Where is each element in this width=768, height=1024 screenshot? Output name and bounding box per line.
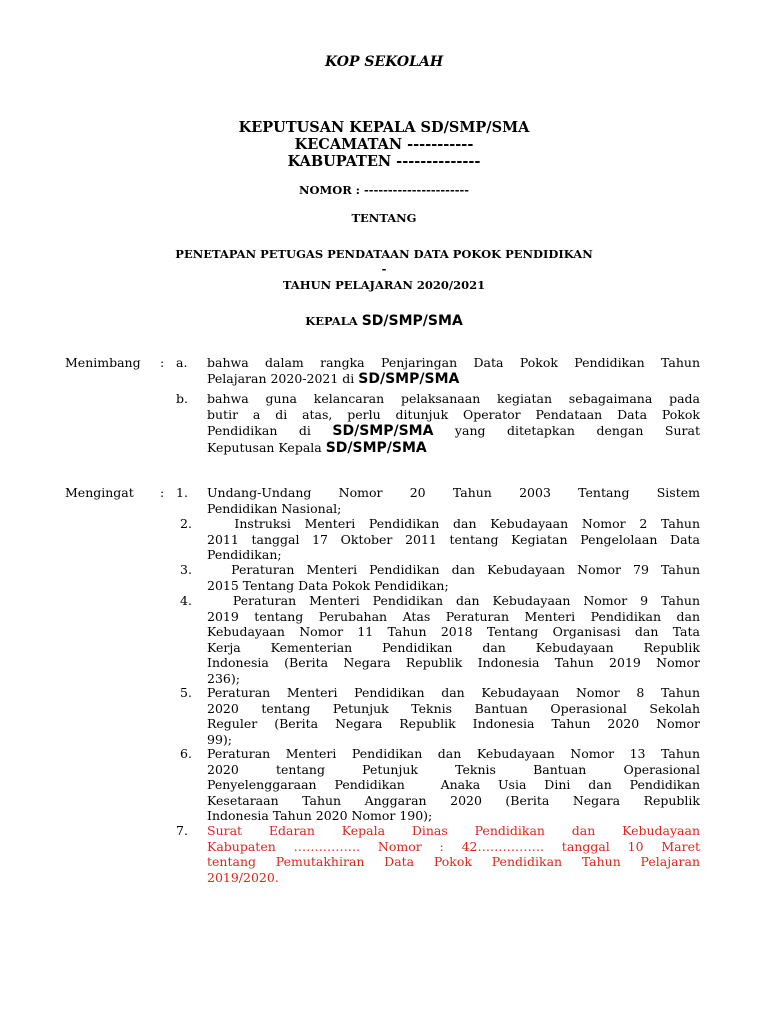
text-line: Kesetaraan Tahun Anggaran 2020 (Berita Negara Republik <box>207 792 700 808</box>
text-line: 2020 tentang Petunjuk Teknis Bantuan Operasional <box>207 761 700 777</box>
item-text <box>207 391 700 457</box>
item-text <box>207 593 700 687</box>
text-line: Penyelenggaraan Pendidikan Anaka Usia Dini dan Pendidikan <box>207 777 700 793</box>
text-line: bahwa guna kelancaran pelaksanaan kegiatan sebagaimana pada <box>207 391 700 406</box>
text-line: 2015 Tentang Data Pokok Pendidikan; <box>207 577 449 593</box>
subject-separator: - <box>381 262 387 276</box>
item-marker: 3. <box>180 562 192 577</box>
text-line: Kerja Kementerian Pendidikan dan Kebudayaan Republik <box>207 639 700 655</box>
text-line: 2019 tentang Perubahan Atas Peraturan Menteri Pendidikan dan <box>207 608 700 624</box>
text-line: 2020 tentang Petunjuk Teknis Bantuan Operasional Sekolah <box>207 700 700 716</box>
text-line <box>207 422 700 440</box>
school-name: SD/SMP/SMA <box>325 440 427 457</box>
kepala-prefix: KEPALA <box>305 314 362 328</box>
text-line: tentang Pemutakhiran Data Pokok Pendidikan Tahun Pelajaran <box>207 854 700 870</box>
text-line: Peraturan Menteri Pendidikan dan Kebudayaan Nomor 79 Tahun <box>207 562 700 577</box>
text-line: bahwa dalam rangka Penjaringan Data Pokok Pendidikan Tahun <box>207 355 700 370</box>
text-line: Surat Edaran Kepala Dinas Pendidikan dan Kebudayaan <box>207 823 700 838</box>
item-marker: 1. <box>176 485 188 500</box>
text-line: Peraturan Menteri Pendidikan dan Kebudayaan Nomor 13 Tahun <box>207 746 700 761</box>
item-text <box>207 516 700 563</box>
decree-title-line-3: KABUPATEN -------------- <box>287 153 481 170</box>
text-fragment: Pendidikan di <box>207 423 333 439</box>
text-line: Undang-Undang Nomor 20 Tahun 2003 Tentang Sistem <box>207 485 700 500</box>
text-line: butir a di atas, perlu ditunjuk Operator Pendataan Data Pokok <box>207 406 700 422</box>
academic-year: TAHUN PELAJARAN 2020/2021 <box>282 278 486 292</box>
text-line: 236); <box>207 670 240 686</box>
text-line: Reguler (Berita Negara Republik Indonesia Tahun 2020 Nomor <box>207 716 700 732</box>
item-text <box>207 685 700 747</box>
tentang-heading: TENTANG <box>351 211 417 225</box>
text-line: Peraturan Menteri Pendidikan dan Kebudayaan Nomor 8 Tahun <box>207 685 700 700</box>
text-line: Peraturan Menteri Pendidikan dan Kebudayaan Nomor 9 Tahun <box>207 593 700 608</box>
text-line: Pendidikan Nasional; <box>207 500 342 516</box>
text-fragment: Keputusan Kepala <box>207 440 326 456</box>
text-line: 2019/2020. <box>207 869 279 885</box>
text-line: Instruksi Menteri Pendidikan dan Kebudayaan Nomor 2 Tahun <box>207 516 700 531</box>
item-marker: a. <box>176 355 188 370</box>
decree-subject: PENETAPAN PETUGAS PENDATAAN DATA POKOK PENDIDIKAN <box>175 247 593 261</box>
item-text <box>207 485 700 516</box>
mengingat-colon: : <box>160 485 165 500</box>
text-line: 2011 tanggal 17 Oktober 2011 tentang Kegiatan Pengelolaan Data <box>207 531 700 547</box>
text-fragment: yang ditetapkan dengan Surat <box>433 423 700 439</box>
decree-number: NOMOR : ---------------------- <box>298 183 470 197</box>
item-marker: 2. <box>180 516 192 531</box>
text-fragment: Pelajaran 2020-2021 di <box>207 370 359 386</box>
menimbang-colon: : <box>160 355 165 370</box>
text-line <box>207 371 700 388</box>
item-marker: 6. <box>180 746 192 761</box>
kepala-school: SD/SMP/SMA <box>361 313 463 329</box>
menimbang-label: Menimbang <box>65 355 141 370</box>
school-name: SD/SMP/SMA <box>358 370 460 387</box>
item-text <box>207 746 700 824</box>
text-line: Indonesia (Berita Negara Republik Indonesia Tahun 2019 Nomor <box>207 655 700 671</box>
school-name: SD/SMP/SMA <box>332 423 434 440</box>
item-text <box>207 355 700 387</box>
text-line: Kabupaten ……………. Nomor : 42……………. tanggal 10 Maret <box>207 838 700 854</box>
kepala-heading <box>0 313 768 329</box>
decree-title-line-2: KECAMATAN ----------- <box>294 136 474 153</box>
item-marker: b. <box>176 391 188 406</box>
text-line: Kebudayaan Nomor 11 Tahun 2018 Tentang Organisasi dan Tata <box>207 624 700 640</box>
text-line: 99); <box>207 731 232 747</box>
text-line <box>207 440 700 457</box>
item-marker: 4. <box>180 593 192 608</box>
mengingat-label: Mengingat <box>65 485 134 500</box>
text-line: Pendidikan; <box>207 547 282 563</box>
decree-title-line-1: KEPUTUSAN KEPALA SD/SMP/SMA <box>238 119 530 136</box>
school-letterhead: KOP SEKOLAH <box>324 54 444 70</box>
item-text <box>207 562 700 593</box>
item-text <box>207 823 700 885</box>
item-marker: 7. <box>176 823 188 838</box>
text-line: Indonesia Tahun 2020 Nomor 190); <box>207 808 433 824</box>
item-marker: 5. <box>180 685 192 700</box>
